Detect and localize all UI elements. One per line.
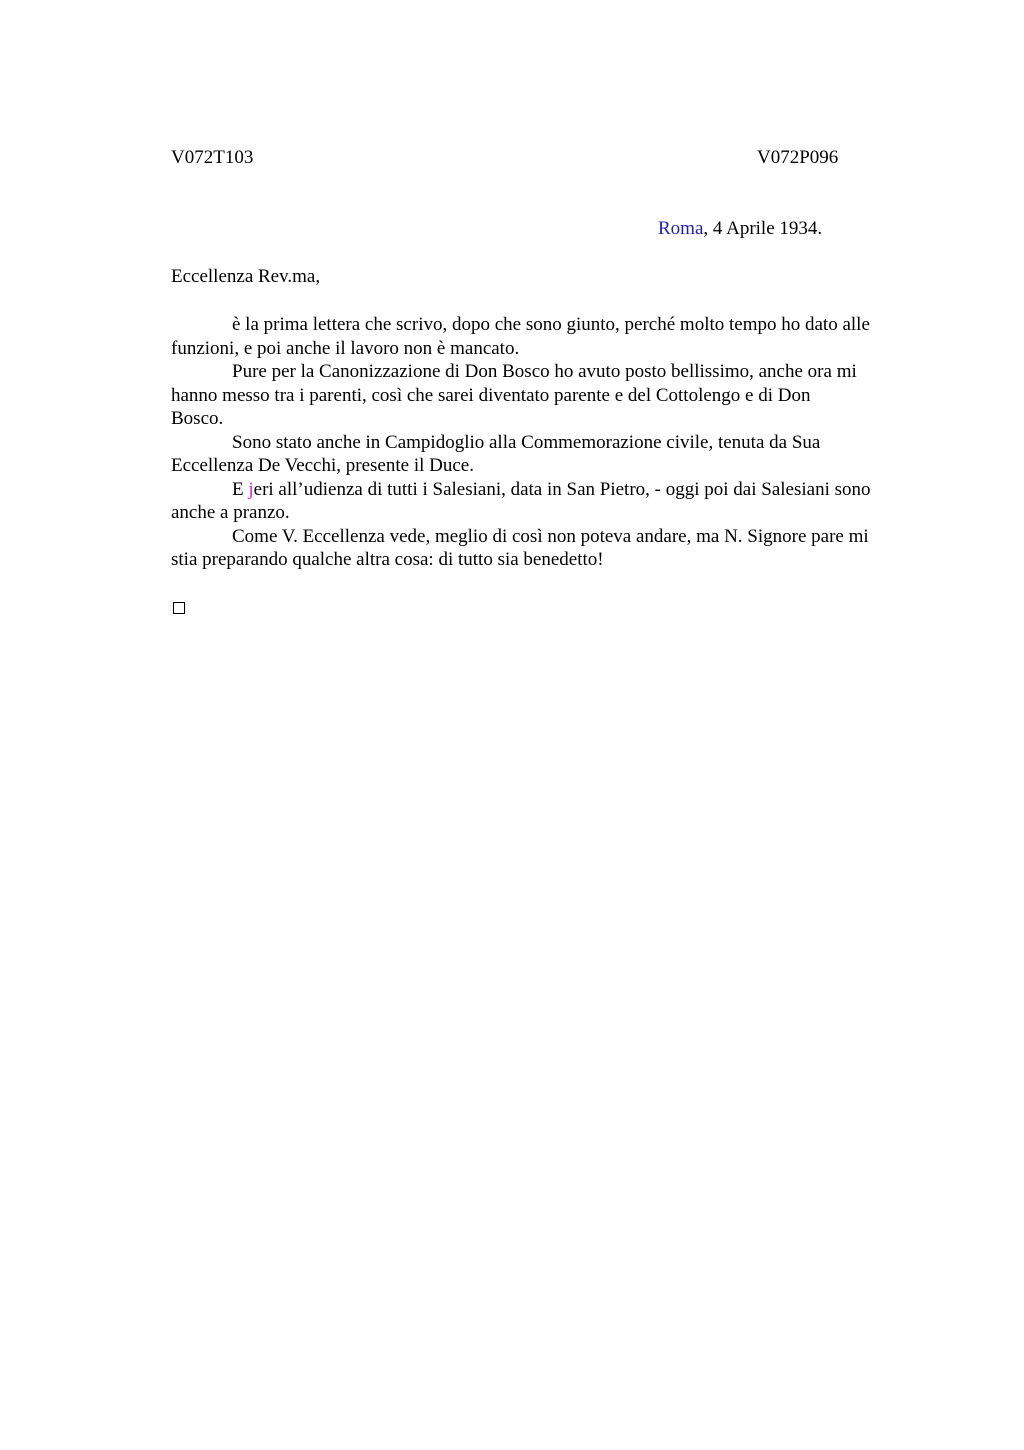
paragraph-line xyxy=(171,478,931,502)
paragraph-3 xyxy=(171,431,931,478)
letter-body xyxy=(171,313,931,572)
paragraph-line: è la prima lettera che scrivo, dopo che sono giunto, perché molto tempo ho dato alle xyxy=(232,314,870,335)
square-outline-icon xyxy=(173,602,185,614)
document-code-right: V072P096 xyxy=(757,147,839,168)
paragraph-line: Eccellenza De Vecchi, presente il Duce. xyxy=(171,455,474,476)
dateline-place: Roma xyxy=(658,218,704,239)
paragraph-line: hanno messo tra i parenti, così che sarei diventato parente e del Cottolengo e di Don xyxy=(171,384,811,406)
paragraph-line: Come V. Eccellenza vede, meglio di così non poteva andare, ma N. Signore pare mi xyxy=(232,525,869,547)
dateline-date: , 4 Aprile 1934. xyxy=(703,218,823,239)
paragraph-line: Bosco. xyxy=(171,408,224,429)
document-code-left: V072T103 xyxy=(171,147,254,168)
highlighted-letter: j xyxy=(248,478,254,500)
dateline xyxy=(658,217,822,241)
paragraph-4 xyxy=(171,478,931,525)
paragraph-line: funzioni, e poi anche il lavoro non è mancato. xyxy=(171,337,520,359)
paragraph-2 xyxy=(171,360,931,431)
paragraph-line: stia preparando qualche altra cosa: di tutto sia benedetto! xyxy=(171,549,604,570)
paragraph-1 xyxy=(171,313,931,360)
salutation: Eccellenza Rev.ma, xyxy=(171,266,321,287)
paragraph-line: Sono stato anche in Campidoglio alla Commemorazione civile, tenuta da Sua xyxy=(232,431,821,453)
paragraph-line: Pure per la Canonizzazione di Don Bosco ho avuto posto bellissimo, anche ora mi xyxy=(232,361,857,382)
paragraph-5 xyxy=(171,525,931,572)
paragraph-line: anche a pranzo. xyxy=(171,502,290,523)
paragraph-4-rest: eri all’udienza di tutti i Salesiani, data in San Pietro, - oggi poi dai Salesiani sono xyxy=(253,478,871,500)
paragraph-4-prefix: E xyxy=(232,478,249,500)
